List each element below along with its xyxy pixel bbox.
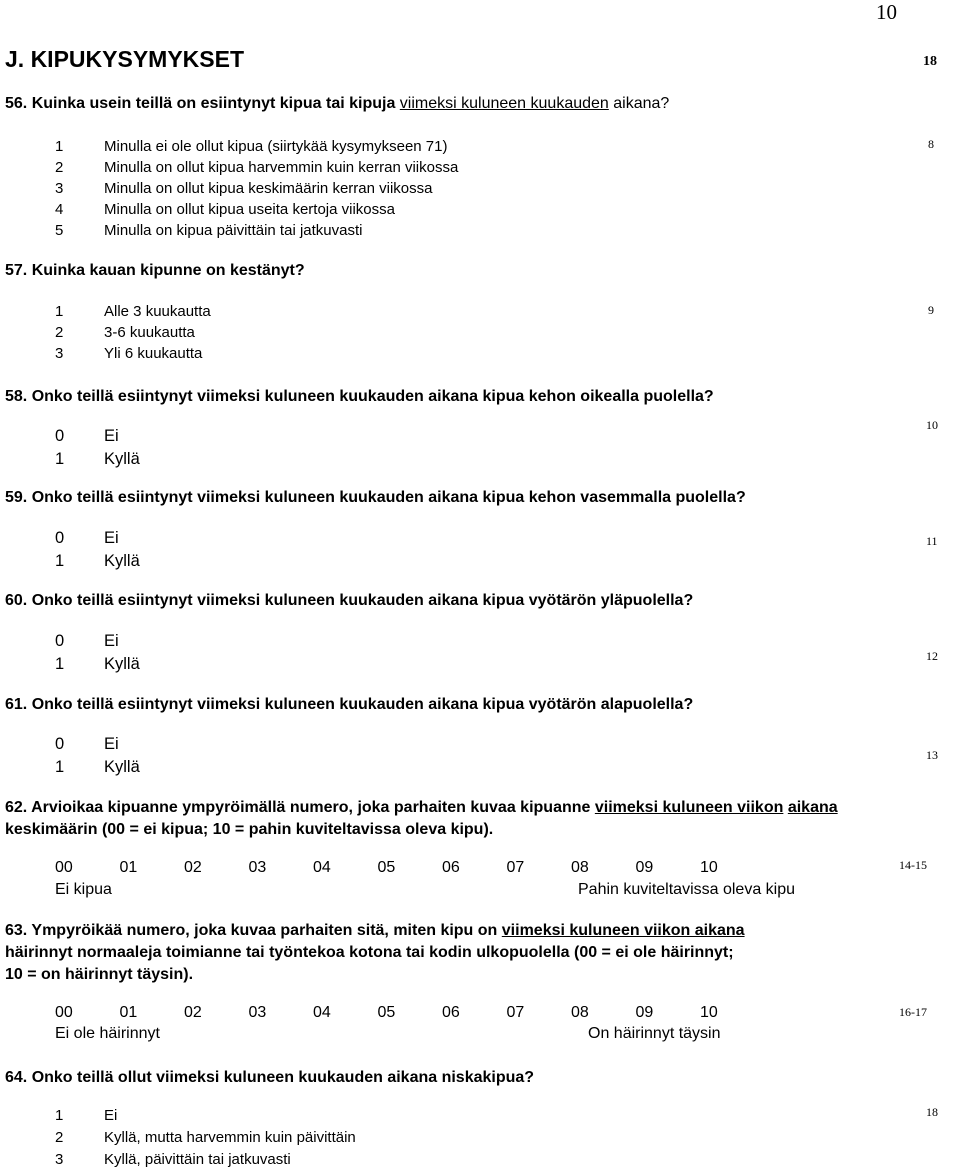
question-underlined: viimeksi kuluneen kuukauden <box>399 95 609 112</box>
option-item[interactable]: 1 Minulla ei ole ollut kipua (siirtykää kysymykseen 71) <box>55 138 448 155</box>
option-item[interactable]: 0 Ei <box>55 632 119 650</box>
option-item[interactable]: 2 Kyllä, mutta harvemmin kuin päivittäin <box>55 1129 356 1146</box>
scale-value[interactable]: 04 <box>313 859 331 876</box>
question-text-line3: 10 = on häirinnyt täysin). <box>5 966 194 983</box>
scale-low-label: Ei ole häirinnyt <box>55 1025 160 1042</box>
option-item[interactable]: 3 Yli 6 kuukautta <box>55 345 203 362</box>
scale-high-label: On häirinnyt täysin <box>588 1025 721 1042</box>
field-code-57: 9 <box>928 303 934 317</box>
scale-value[interactable]: 01 <box>119 859 138 876</box>
question-59: 59. Onko teillä esiintynyt viimeksi kuluneen kuukauden aikana kipua kehon vasemmalla puolella? <box>5 489 746 506</box>
option-item[interactable]: 3 Minulla on ollut kipua keskimäärin kerran viikossa <box>55 180 433 197</box>
options-58 <box>55 425 140 471</box>
scale-63 <box>55 1004 718 1022</box>
option-item[interactable]: 0 Ei <box>55 427 119 445</box>
question-underlined: viimeksi kuluneen viikon <box>594 799 784 816</box>
question-text: Ympyröikää numero, joka kuvaa parhaiten sitä, miten kipu on <box>31 922 498 939</box>
option-item[interactable]: 1 Alle 3 kuukautta <box>55 303 211 320</box>
question-text: Kuinka usein teillä on esiintynyt kipua tai kipuja <box>31 95 396 112</box>
option-item[interactable]: 1 Kyllä <box>55 450 140 468</box>
question-number: 56. <box>5 95 28 112</box>
question-number: 63. <box>5 922 28 939</box>
scale-value[interactable]: 06 <box>442 1004 460 1021</box>
section-code: 18 <box>923 54 937 69</box>
option-item[interactable]: 5 Minulla on kipua päivittäin tai jatkuvasti <box>55 222 363 239</box>
question-64: 64. Onko teillä ollut viimeksi kuluneen kuukauden aikana niskakipua? <box>5 1069 535 1086</box>
field-code-61: 13 <box>926 748 938 762</box>
scale-value[interactable]: 08 <box>571 1004 589 1021</box>
scale-value[interactable]: 04 <box>313 1004 331 1021</box>
scale-value[interactable]: 09 <box>635 859 654 876</box>
question-58: 58. Onko teillä esiintynyt viimeksi kuluneen kuukauden aikana kipua kehon oikealla puolella? <box>5 388 714 405</box>
options-57 <box>55 301 211 364</box>
option-item[interactable]: 3 Kyllä, päivittäin tai jatkuvasti <box>55 1151 291 1168</box>
scale-value[interactable]: 02 <box>184 859 202 876</box>
field-code-56: 8 <box>928 137 934 151</box>
field-code-63: 16-17 <box>899 1005 927 1019</box>
question-number: 62. <box>5 799 28 816</box>
section-title: J. KIPUKYSYMYKSET <box>5 46 244 72</box>
field-code-58: 10 <box>926 418 938 432</box>
scale-value[interactable]: 10 <box>700 1004 718 1021</box>
scale-value[interactable]: 07 <box>506 859 525 876</box>
field-code-59: 11 <box>926 534 938 548</box>
scale-value[interactable]: 02 <box>184 1004 202 1021</box>
page-number: 10 <box>876 0 897 24</box>
option-item[interactable]: 2 3-6 kuukautta <box>55 324 195 341</box>
question-56 <box>5 93 669 114</box>
field-code-60: 12 <box>926 649 938 663</box>
scale-62 <box>55 859 718 877</box>
scale-value[interactable]: 03 <box>248 859 267 876</box>
question-underlined: aikana <box>787 799 838 816</box>
option-item[interactable]: 4 Minulla on ollut kipua useita kertoja viikossa <box>55 201 395 218</box>
option-item[interactable]: 0 Ei <box>55 735 119 753</box>
options-59 <box>55 527 140 573</box>
option-item[interactable]: 1 Kyllä <box>55 758 140 776</box>
scale-value[interactable]: 09 <box>635 1004 654 1021</box>
field-code-64: 18 <box>926 1105 938 1119</box>
scale-value[interactable]: 03 <box>248 1004 267 1021</box>
scale-value[interactable]: 06 <box>442 859 460 876</box>
options-60 <box>55 630 140 676</box>
question-text-end: keskimäärin (00 = ei kipua; 10 = pahin kuviteltavissa oleva kipu). <box>5 821 494 838</box>
options-61 <box>55 733 140 779</box>
option-item[interactable]: 2 Minulla on ollut kipua harvemmin kuin kerran viikossa <box>55 159 459 176</box>
options-56 <box>55 136 458 241</box>
question-text: Arvioikaa kipuanne ympyröimällä numero, joka parhaiten kuvaa kipuanne <box>31 799 591 816</box>
question-61: 61. Onko teillä esiintynyt viimeksi kuluneen kuukauden aikana kipua vyötärön alapuolella? <box>5 696 694 713</box>
scale-value[interactable]: 00 <box>55 859 73 876</box>
option-item[interactable]: 1 Ei <box>55 1107 118 1124</box>
scale-value[interactable]: 08 <box>571 859 589 876</box>
scale-value[interactable]: 05 <box>377 1004 396 1021</box>
question-63 <box>5 920 745 986</box>
option-item[interactable]: 1 Kyllä <box>55 655 140 673</box>
question-underlined: viimeksi kuluneen viikon aikana <box>501 922 745 939</box>
field-code-62: 14-15 <box>899 858 927 872</box>
question-57: 57. Kuinka kauan kipunne on kestänyt? <box>5 262 305 279</box>
scale-low-label: Ei kipua <box>55 881 112 898</box>
scale-value[interactable]: 10 <box>700 859 718 876</box>
scale-high-label: Pahin kuviteltavissa oleva kipu <box>578 881 796 898</box>
question-62 <box>5 797 885 841</box>
scale-value[interactable]: 00 <box>55 1004 73 1021</box>
scale-value[interactable]: 07 <box>506 1004 525 1021</box>
question-text-line2: häirinnyt normaaleja toimianne tai työntekoa kotona tai kodin ulkopuolella (00 = ei ole häirinnyt; <box>5 944 734 961</box>
scale-value[interactable]: 01 <box>119 1004 138 1021</box>
options-64 <box>55 1105 356 1171</box>
question-60: 60. Onko teillä esiintynyt viimeksi kuluneen kuukauden aikana kipua vyötärön yläpuolella? <box>5 592 694 609</box>
question-text-end: aikana? <box>613 95 670 112</box>
option-item[interactable]: 1 Kyllä <box>55 552 140 570</box>
option-item[interactable]: 0 Ei <box>55 529 119 547</box>
scale-value[interactable]: 05 <box>377 859 396 876</box>
